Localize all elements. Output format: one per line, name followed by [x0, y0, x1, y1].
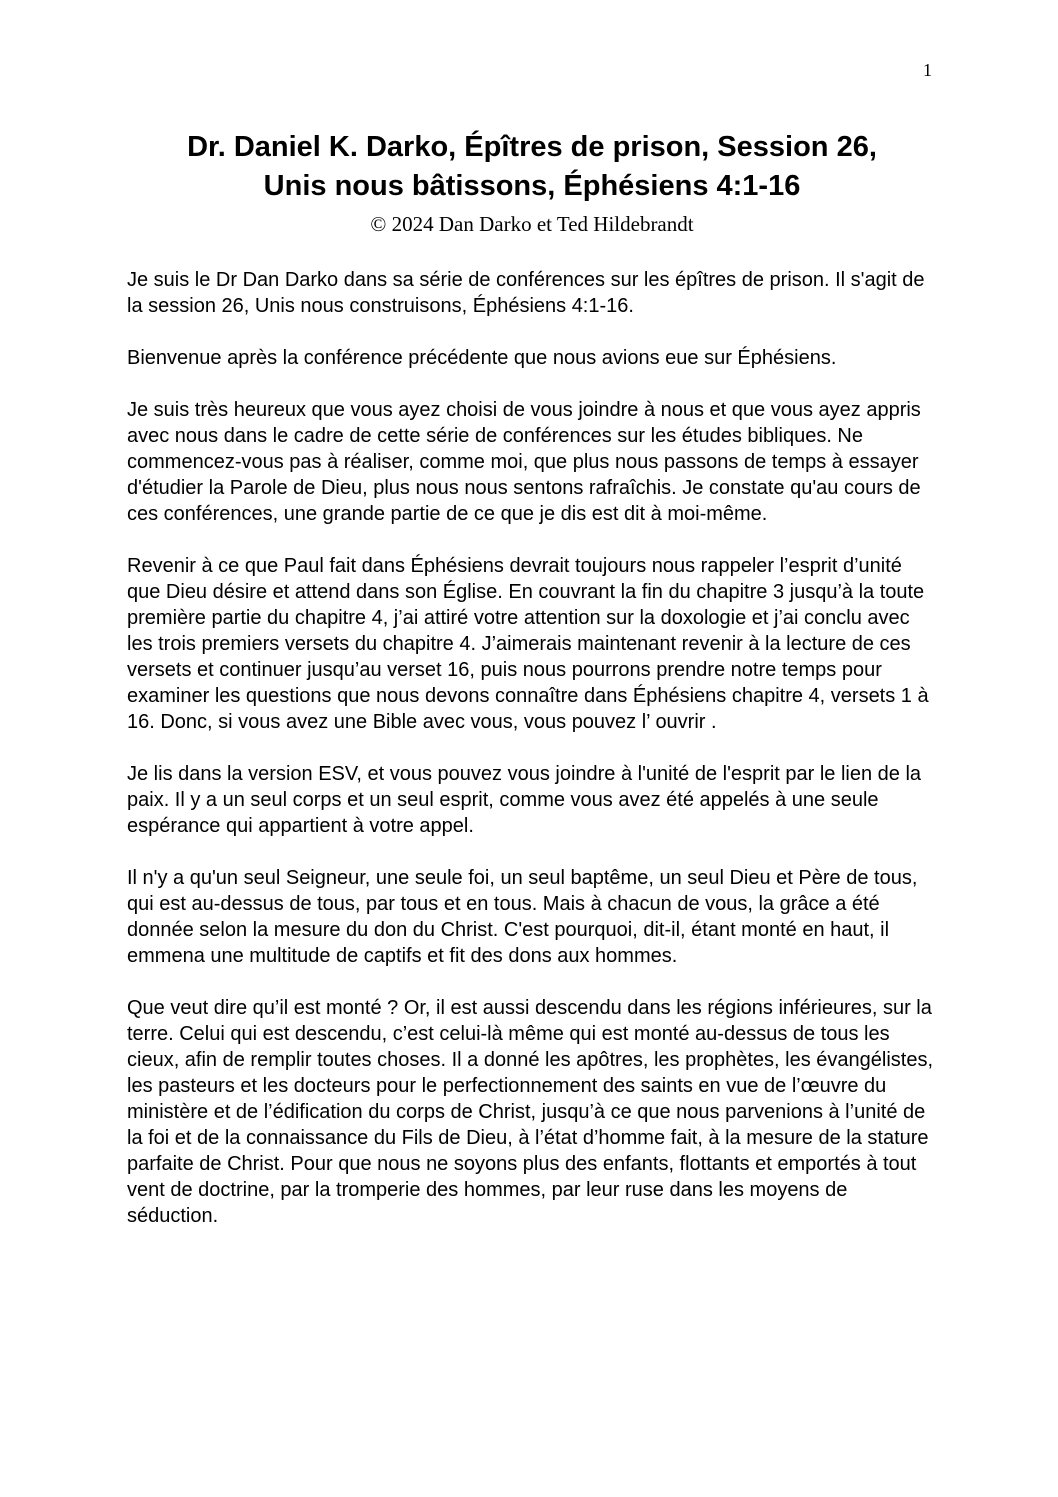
document-title [127, 128, 937, 206]
paragraph-2: Bienvenue après la conférence précédente que nous avions eue sur Éphésiens. [127, 347, 837, 370]
paragraph-6: Il n'y a qu'un seul Seigneur, une seule foi, un seul baptême, un seul Dieu et Père de tous, qui est au-dessus de tous, par tous et en tous. Mais à chacun de vous, la grâce a été donnée selon la mesure du don du Christ. C'est pourquoi, dit-il, étant monté en haut, il emmena une multitude de captifs et fit des dons aux hommes. [127, 867, 918, 968]
document-body [127, 267, 937, 1229]
document-content [127, 128, 937, 1255]
page-number: 1 [923, 60, 932, 80]
paragraph-3: Je suis très heureux que vous ayez choisi de vous joindre à nous et que vous ayez appris avec nous dans le cadre de cette série de conférences sur les études bibliques. Ne commencez-vous pas à réaliser, comme moi, que plus nous passons de temps à essayer d'étudier la Parole de Dieu, plus nous nous sentons rafraîchis. Je constate qu'au cours de ces conférences, une grande partie de ce que je dis est dit à moi-même. [127, 399, 921, 526]
paragraph-5: Je lis dans la version ESV, et vous pouvez vous joindre à l'unité de l'esprit par le lien de la paix. Il y a un seul corps et un seul esprit, comme vous avez été appelés à une seule espérance qui appartient à votre appel. [127, 763, 922, 838]
paragraph-4: Revenir à ce que Paul fait dans Éphésiens devrait toujours nous rappeler l’esprit d’unité que Dieu désire et attend dans son Église. En couvrant la fin du chapitre 3 jusqu’à la toute première partie du chapitre 4, j’ai attiré votre attention sur la doxologie et j’ai conclu avec les trois premiers versets du chapitre 4. J’aimerais maintenant revenir à la lecture de ces versets et continuer jusqu’au verset 16, puis nous pourrons prendre notre temps pour examiner les questions que nous devons connaître dans Éphésiens chapitre 4, versets 1 à 16. Donc, si vous avez une Bible avec vous, vous pouvez l’ ouvrir . [127, 555, 929, 734]
title-line-1: Dr. Daniel K. Darko, Épîtres de prison, Session 26, [187, 131, 877, 163]
title-line-2: Unis nous bâtissons, Éphésiens 4:1-16 [263, 170, 801, 203]
paragraph-7: Que veut dire qu’il est monté ? Or, il est aussi descendu dans les régions inférieures, sur la terre. Celui qui est descendu, c’est celui-là même qui est monté au-dessus de tous les cieux, afin de remplir toutes choses. Il a donné les apôtres, les prophètes, les évangélistes, les pasteurs et les docteurs pour le perfectionnement des saints en vue de l’œuvre du ministère et de l’édification du corps de Christ, jusqu’à ce que nous parvenions à l’unité de la foi et de la connaissance du Fils de Dieu, à l’état d’homme fait, à la mesure de la stature parfaite de Christ. Pour que nous ne soyons plus des enfants, flottants et emportés à tout vent de doctrine, par la tromperie des hommes, par leur ruse dans les moyens de séduction. [127, 997, 934, 1228]
paragraph-1: Je suis le Dr Dan Darko dans sa série de conférences sur les épîtres de prison. Il s'agit de la session 26, Unis nous construisons, Éphésiens 4:1-16. [127, 269, 925, 318]
copyright-line: © 2024 Dan Darko et Ted Hildebrandt [370, 212, 694, 237]
